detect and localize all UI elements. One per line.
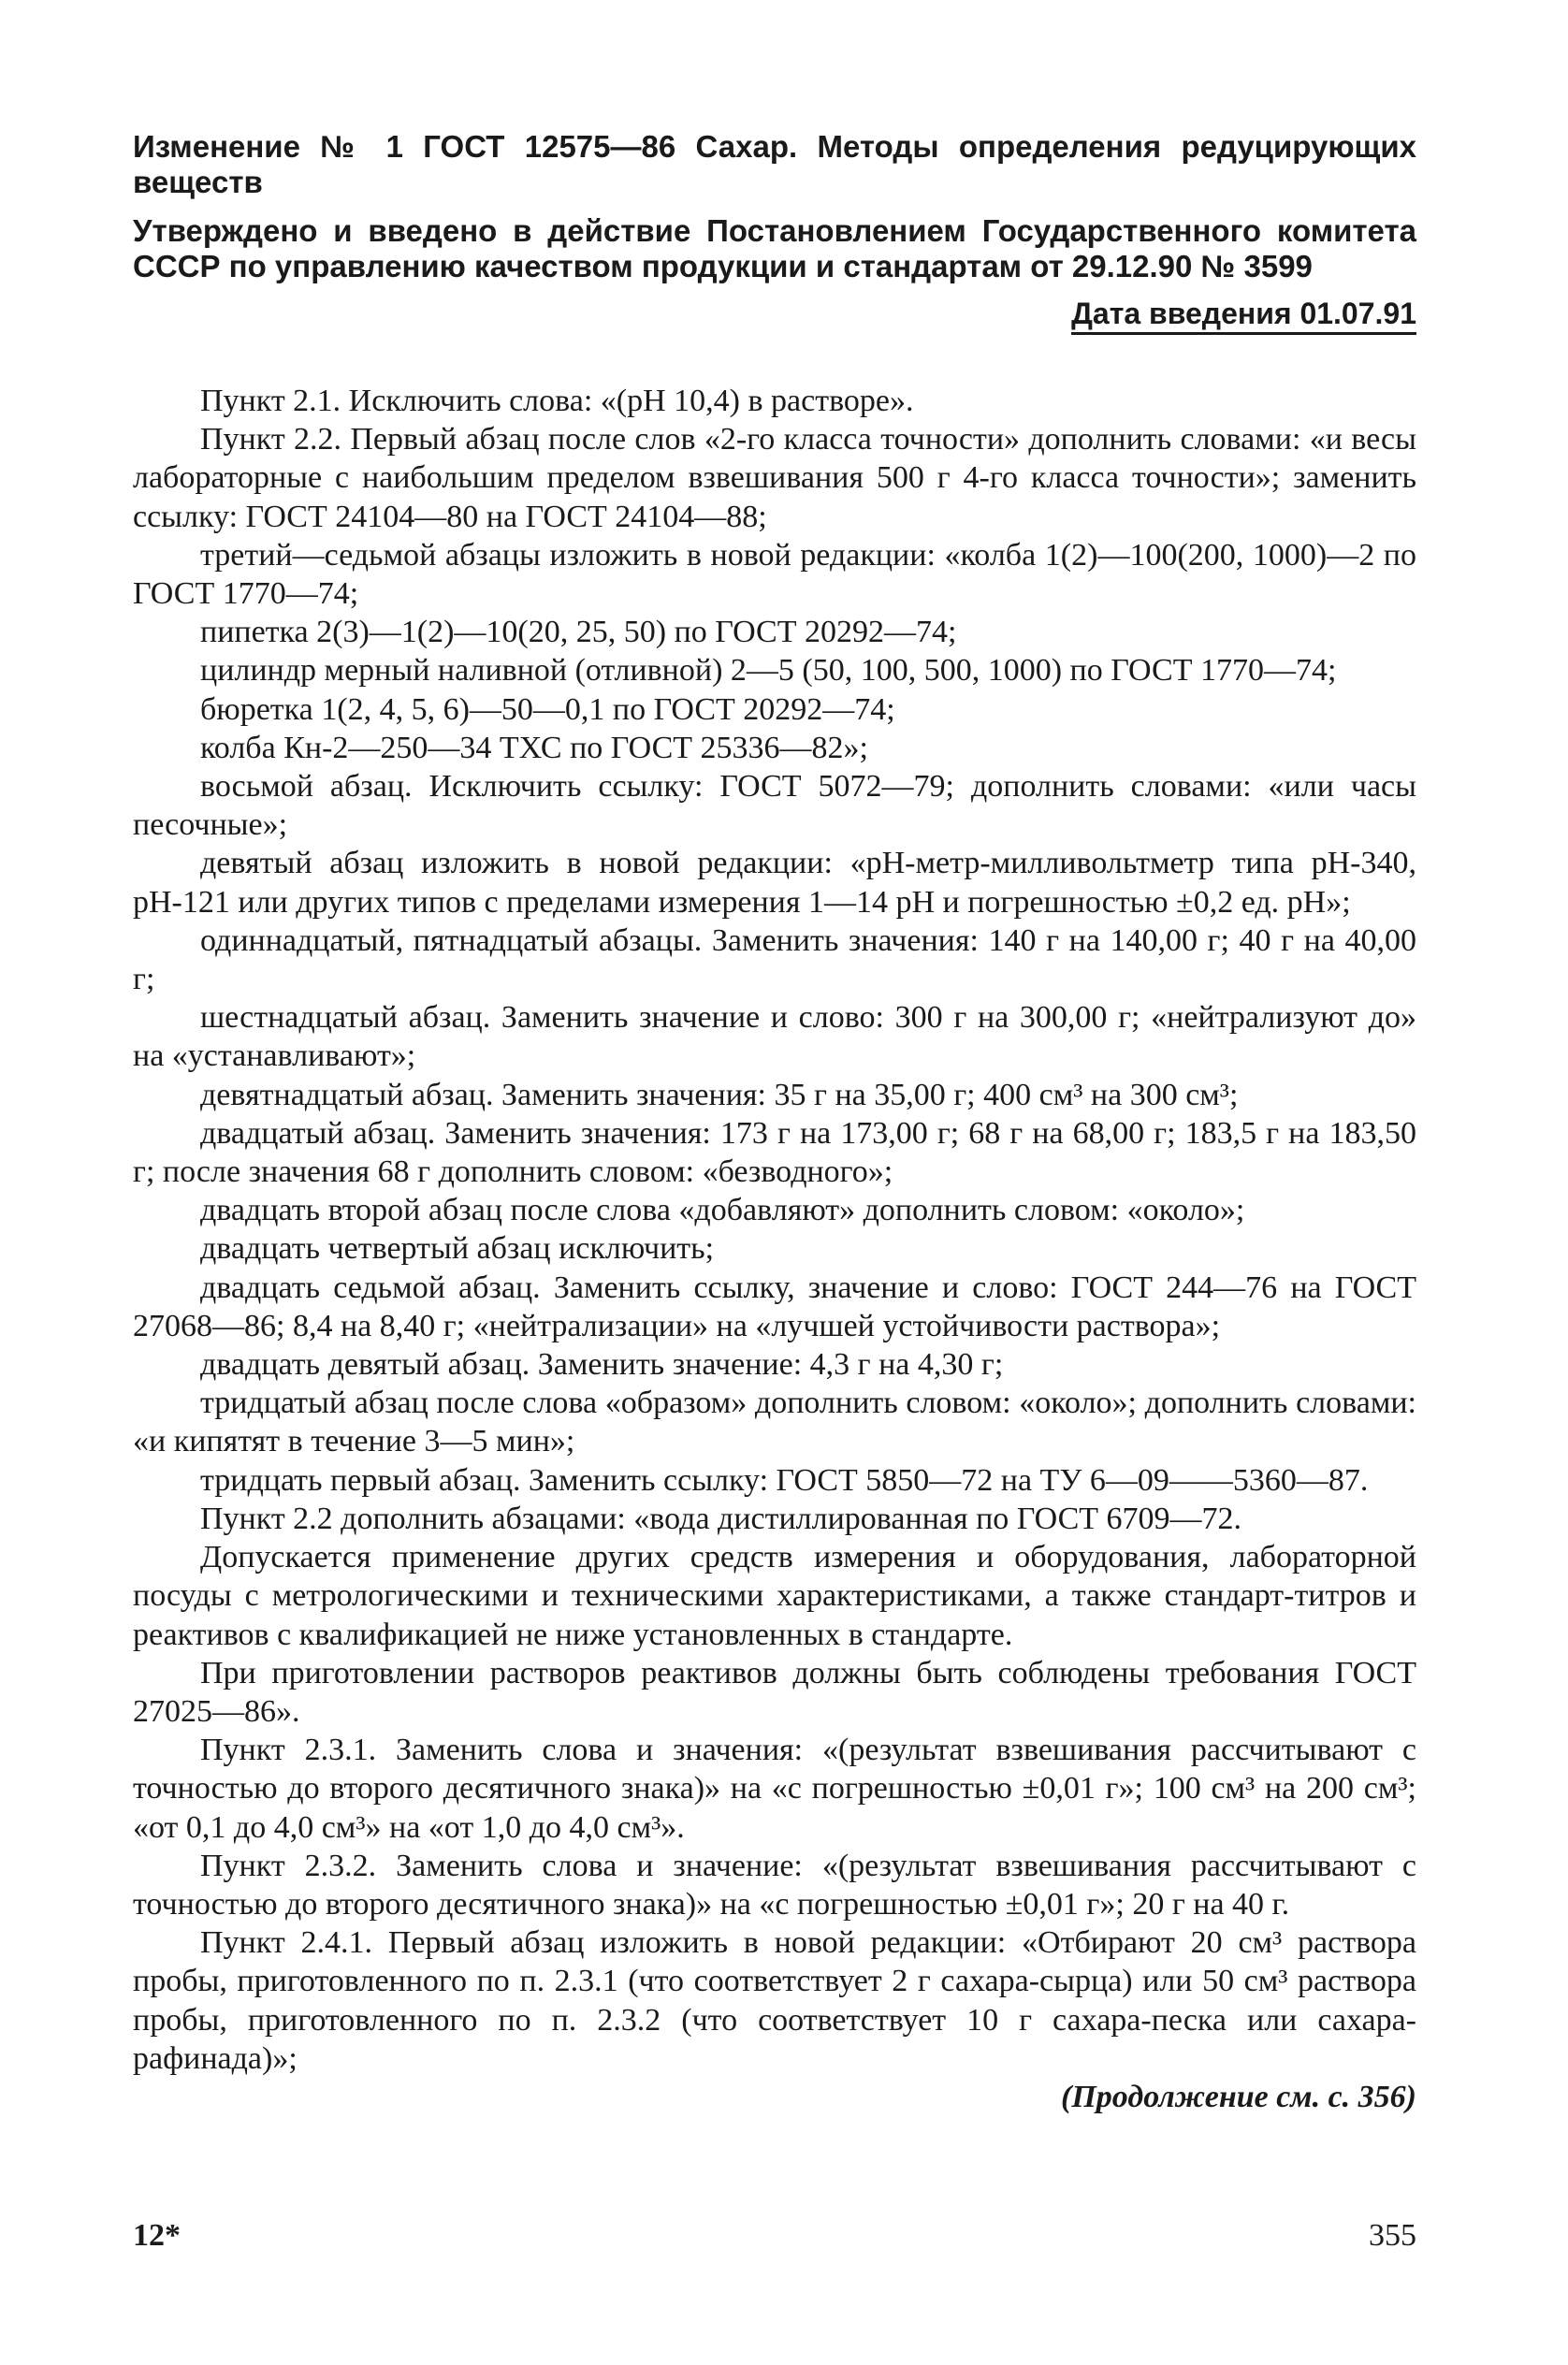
paragraph: двадцатый абзац. Заменить значения: 173 г на 173,00 г; 68 г на 68,00 г; 183,5 г на 183,50 г; после значения 68 г дополнить словом: «безводного»;: [133, 1115, 1416, 1190]
page-number: 355: [1369, 2218, 1416, 2253]
paragraph: Пункт 2.3.1. Заменить слова и значения: «(результат взвешивания рассчитывают с точностью до второго десятичного знака)» на «с погрешностью ±0,01 г»; 100 см³ на 200 см³; «от 0,1 до 4,0 см³» на «от 1,0 до 4,0 см³».: [133, 1733, 1416, 1845]
paragraph: пипетка 2(3)—1(2)—10(20, 25, 50) по ГОСТ 20292—74;: [200, 615, 957, 650]
amendment-title: Изменение № 1 ГОСТ 12575—86 Сахар. Методы определения редуцирующих веществ: [133, 129, 1416, 199]
paragraph: двадцать второй абзац после слова «добавляют» дополнить словом: «около»;: [200, 1193, 1245, 1228]
paragraph: Пункт 2.3.2. Заменить слова и значение: «(результат взвешивания рассчитывают с точностью до второго десятичного знака)» на «с погрешностью ±0,01 г»; 20 г на 40 г.: [133, 1848, 1416, 1922]
paragraph: Пункт 2.2. Первый абзац после слов «2-го класса точности» дополнить словами: «и весы лабораторные с наибольшим пределом взвешивания 500 г 4-го класса точности»; заменить ссылку: ГОСТ 24104—80 на ГОСТ 24104—88;: [133, 422, 1416, 534]
paragraph: бюретка 1(2, 4, 5, 6)—50—0,1 по ГОСТ 20292—74;: [200, 691, 895, 727]
paragraph: колба Кн-2—250—34 ТХС по ГОСТ 25336—82»;: [200, 730, 868, 765]
paragraph: При приготовлении растворов реактивов должны быть соблюдены требования ГОСТ 27025—86».: [133, 1655, 1416, 1729]
approval-statement: Утверждено и введено в действие Постановлением Государственного комитета СССР по управлению качеством продукции и стандартам от 29.12.90 № 3599: [133, 213, 1416, 283]
paragraph: третий—седьмой абзацы изложить в новой редакции: «колба 1(2)—100(200, 1000)—2 по ГОСТ 1770—74;: [133, 537, 1416, 612]
continuation-note: (Продолжение см. с. 356): [1061, 2080, 1416, 2114]
paragraph: одиннадцатый, пятнадцатый абзацы. Заменить значения: 140 г на 140,00 г; 40 г на 40,00 г;: [133, 922, 1416, 997]
paragraph: девятнадцатый абзац. Заменить значения: 35 г на 35,00 г; 400 см³ на 300 см³;: [200, 1077, 1239, 1112]
paragraph: Допускается применение других средств измерения и оборудования, лабораторной посуды с метрологическими и техническими характеристиками, а также стандарт-титров и реактивов с квалификацией не ниже установленных в стандарте.: [133, 1540, 1416, 1652]
paragraph: девятый абзац изложить в новой редакции: «рН-метр-милливольтметр типа рН-340, рН-121 или других типов с пределами измерения 1—14 рН и погрешностью ±0,2 ед. рН»;: [133, 846, 1416, 920]
paragraph: цилиндр мерный наливной (отливной) 2—5 (50, 100, 500, 1000) по ГОСТ 1770—74;: [200, 653, 1337, 689]
effective-date: [133, 296, 1416, 331]
paragraph: шестнадцатый абзац. Заменить значение и слово: 300 г на 300,00 г; «нейтрализуют до» на «устанавливают»;: [133, 1000, 1416, 1074]
paragraph: тридцать первый абзац. Заменить ссылку: ГОСТ 5850—72 на ТУ 6—09——5360—87.: [200, 1462, 1369, 1498]
paragraph: двадцать девятый абзац. Заменить значение: 4,3 г на 4,30 г;: [200, 1347, 1004, 1383]
effective-date-text: Дата введения 01.07.91: [1071, 297, 1416, 335]
paragraph: Пункт 2.4.1. Первый абзац изложить в новой редакции: «Отбирают 20 см³ раствора пробы, приготовленного по п. 2.3.1 (что соответствует 2 г сахара-сырца) или 50 см³ раствора пробы, приготовленного по п. 2.3.2 (что соответствует 10 г сахара-песка или сахара-рафинада)»;: [133, 1925, 1416, 2076]
paragraph: Пункт 2.1. Исключить слова: «(рН 10,4) в растворе».: [200, 384, 914, 418]
paragraph: тридцатый абзац после слова «образом» дополнить словом: «около»; дополнить словами: «и кипятят в течение 3—5 мин»;: [133, 1386, 1416, 1459]
document-header: [133, 129, 1416, 331]
paragraph: Пункт 2.2 дополнить абзацами: «вода дистиллированная по ГОСТ 6709—72.: [200, 1501, 1242, 1536]
paragraph: восьмой абзац. Исключить ссылку: ГОСТ 5072—79; дополнить словами: «или часы песочные»;: [133, 769, 1416, 843]
paragraph: двадцать четвертый абзац исключить;: [200, 1231, 715, 1267]
document-body: [133, 382, 1416, 2078]
paragraph: двадцать седьмой абзац. Заменить ссылку, значение и слово: ГОСТ 244—76 на ГОСТ 27068—86; 8,4 на 8,40 г; «нейтрализации» на «лучшей устойчивости раствора»;: [133, 1270, 1416, 1343]
printer-signature: 12*: [133, 2218, 181, 2253]
